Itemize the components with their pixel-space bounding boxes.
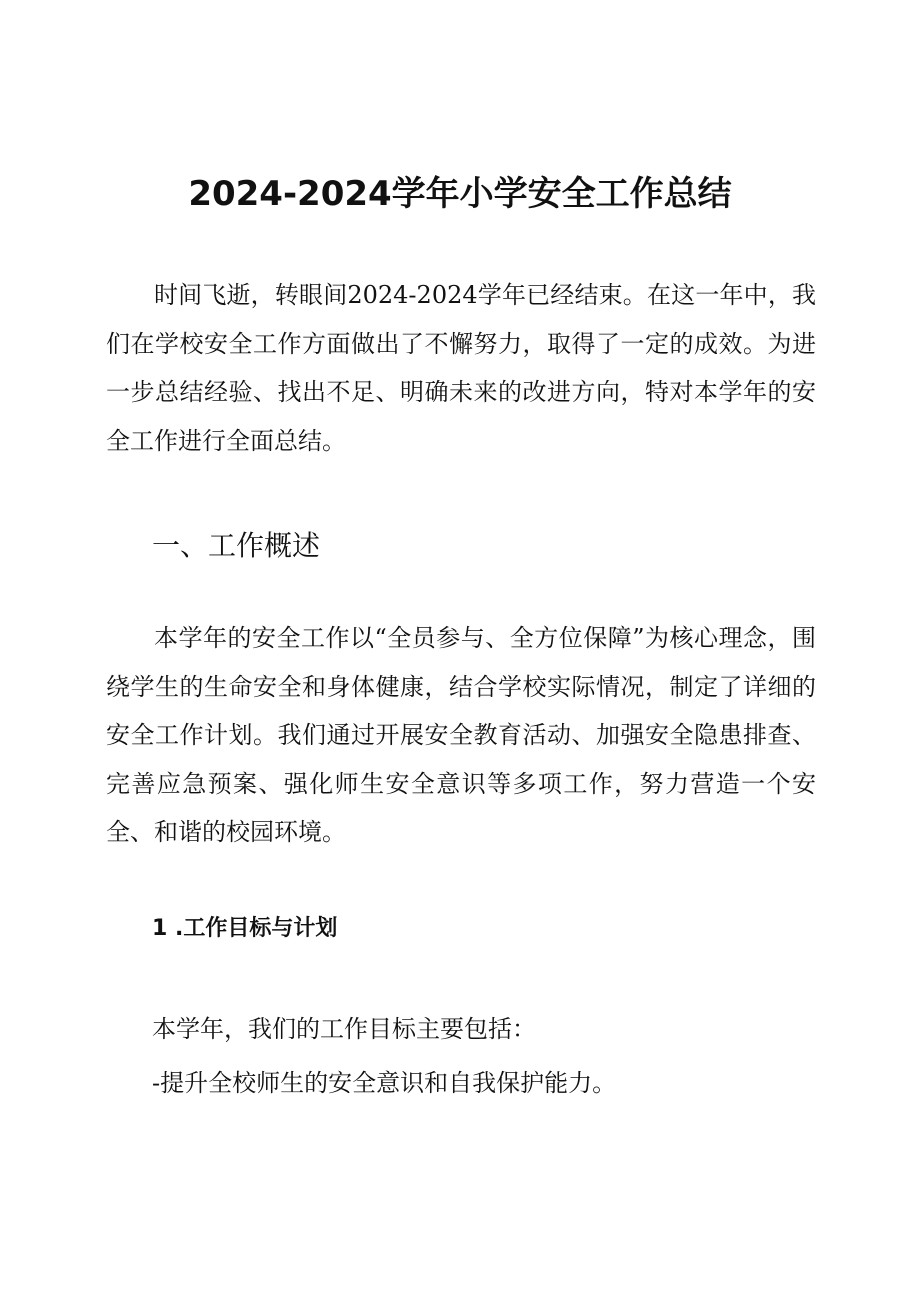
goals-intro-text: 本学年，我们的工作目标主要包括： xyxy=(152,1015,536,1043)
document-title: 2024-2024学年小学安全工作总结 xyxy=(188,174,732,214)
intro-paragraph: 时间飞逝，转眼间2024-2024学年已经结束。在这一年中，我们在学校安全工作方面做出了不懈努力，取得了一定的成效。为进一步总结经验、找出不足、明确未来的改进方向，特对本学年的安全工作进行全面总结。 xyxy=(106,281,816,455)
overview-paragraph: 本学年的安全工作以“全员参与、全方位保障”为核心理念，围绕学生的生命安全和身体健康，结合学校实际情况，制定了详细的安全工作计划。我们通过开展安全教育活动、加强安全隐患排查、完善应急预案、强化师生安全意识等多项工作，努力营造一个安全、和谐的校园环境。 xyxy=(106,624,816,846)
subsection-heading-goals: 1 .工作目标与计划 xyxy=(152,916,338,941)
section-heading-overview: 一、工作概述 xyxy=(152,529,321,562)
goal-list-item: -提升全校师生的安全意识和自我保护能力。 xyxy=(152,1069,617,1097)
